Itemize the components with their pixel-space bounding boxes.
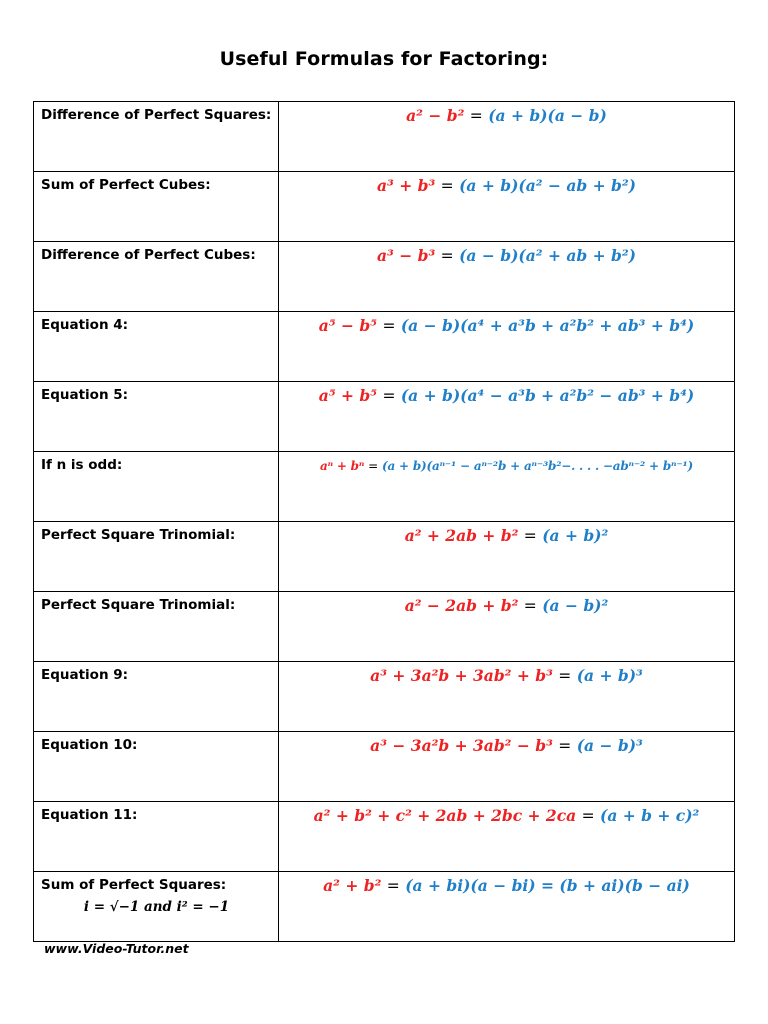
formula-cell <box>279 382 735 452</box>
table-row <box>34 172 735 242</box>
table-row <box>34 242 735 312</box>
formula-cell <box>279 802 735 872</box>
formula-lhs: a⁵ − b⁵ <box>318 316 378 335</box>
equals-sign: = <box>558 737 572 755</box>
formula-rhs: (a + b)(a² − ab + b²) <box>459 176 636 195</box>
equals-sign: = <box>368 459 379 473</box>
formula-name: Perfect Square Trinomial: <box>34 522 279 592</box>
equals-sign: = <box>440 177 454 195</box>
formula-name: Equation 10: <box>34 732 279 802</box>
formula-lhs: a² − b² <box>406 106 465 125</box>
table-row <box>34 592 735 662</box>
formula-rhs: (a + b)(aⁿ⁻¹ − aⁿ⁻²b + aⁿ⁻³b²−. . . . −abⁿ⁻² + bⁿ⁻¹) <box>382 459 693 473</box>
formula-lhs: a² + b² <box>323 876 382 895</box>
formula-lhs: aⁿ + bⁿ <box>320 459 365 473</box>
formula-rhs: (a + b)² <box>542 526 609 545</box>
table-row <box>34 662 735 732</box>
table-row <box>34 732 735 802</box>
formula-name: Equation 9: <box>34 662 279 732</box>
formula-cell <box>279 172 735 242</box>
formula-cell <box>279 102 735 172</box>
table-row <box>34 102 735 172</box>
equals-sign: = <box>382 387 396 405</box>
formula-name: Perfect Square Trinomial: <box>34 592 279 662</box>
equals-sign: = <box>558 667 572 685</box>
formula-name: Equation 5: <box>34 382 279 452</box>
formula-lhs: a⁵ + b⁵ <box>318 386 378 405</box>
formula-name: Difference of Perfect Cubes: <box>34 242 279 312</box>
equals-sign: = <box>469 107 483 125</box>
formula-lhs: a³ + 3a²b + 3ab² + b³ <box>370 666 553 685</box>
formula-lhs: a² + 2ab + b² <box>404 526 519 545</box>
formula-name: If n is odd: <box>34 452 279 522</box>
formula-cell <box>279 452 735 522</box>
page-title: Useful Formulas for Factoring: <box>219 48 549 70</box>
formula-name: Difference of Perfect Squares: <box>34 102 279 172</box>
formula-rhs: (a − b)² <box>542 596 609 615</box>
formula-cell <box>279 732 735 802</box>
table-row <box>34 382 735 452</box>
formula-lhs: a³ − b³ <box>377 246 436 265</box>
formula-rhs: (a + b)³ <box>576 666 643 685</box>
imaginary-unit-note: i = √−1 and i² = −1 <box>83 899 230 915</box>
table-row <box>34 452 735 522</box>
formula-rhs: (a + b + c)² <box>600 806 700 825</box>
formula-rhs: (a + b)(a − b) <box>488 106 607 125</box>
formula-cell <box>279 312 735 382</box>
equals-sign: = <box>440 247 454 265</box>
formula-name: Sum of Perfect Squares: <box>41 877 227 893</box>
table-row <box>34 802 735 872</box>
formula-rhs: (a − b)(a² + ab + b²) <box>459 246 636 265</box>
formula-table <box>33 101 735 942</box>
table-row <box>34 872 735 942</box>
formula-name: Equation 4: <box>34 312 279 382</box>
website-footer: www.Video-Tutor.net <box>44 941 189 956</box>
formula-lhs: a³ − 3a²b + 3ab² − b³ <box>370 736 553 755</box>
formula-lhs: a³ + b³ <box>377 176 436 195</box>
formula-rhs: (a + b)(a⁴ − a³b + a²b² − ab³ + b⁴) <box>400 386 695 405</box>
table-row <box>34 312 735 382</box>
formula-name: Equation 11: <box>34 802 279 872</box>
formula-lhs: a² − 2ab + b² <box>404 596 519 615</box>
formula-rhs: (a + bi)(a − bi) = (b + ai)(b − ai) <box>405 876 690 895</box>
formula-cell <box>279 872 735 942</box>
table-row <box>34 522 735 592</box>
equals-sign: = <box>386 877 400 895</box>
formula-lhs: a² + b² + c² + 2ab + 2bc + 2ca <box>313 806 577 825</box>
equals-sign: = <box>382 317 396 335</box>
formula-cell <box>279 592 735 662</box>
equals-sign: = <box>523 597 537 615</box>
formula-cell <box>279 242 735 312</box>
formula-cell <box>279 522 735 592</box>
formula-name-cell <box>34 872 279 942</box>
formula-cell <box>279 662 735 732</box>
equals-sign: = <box>581 807 595 825</box>
formula-rhs: (a − b)(a⁴ + a³b + a²b² + ab³ + b⁴) <box>400 316 695 335</box>
formula-name: Sum of Perfect Cubes: <box>34 172 279 242</box>
equals-sign: = <box>523 527 537 545</box>
formula-rhs: (a − b)³ <box>576 736 643 755</box>
